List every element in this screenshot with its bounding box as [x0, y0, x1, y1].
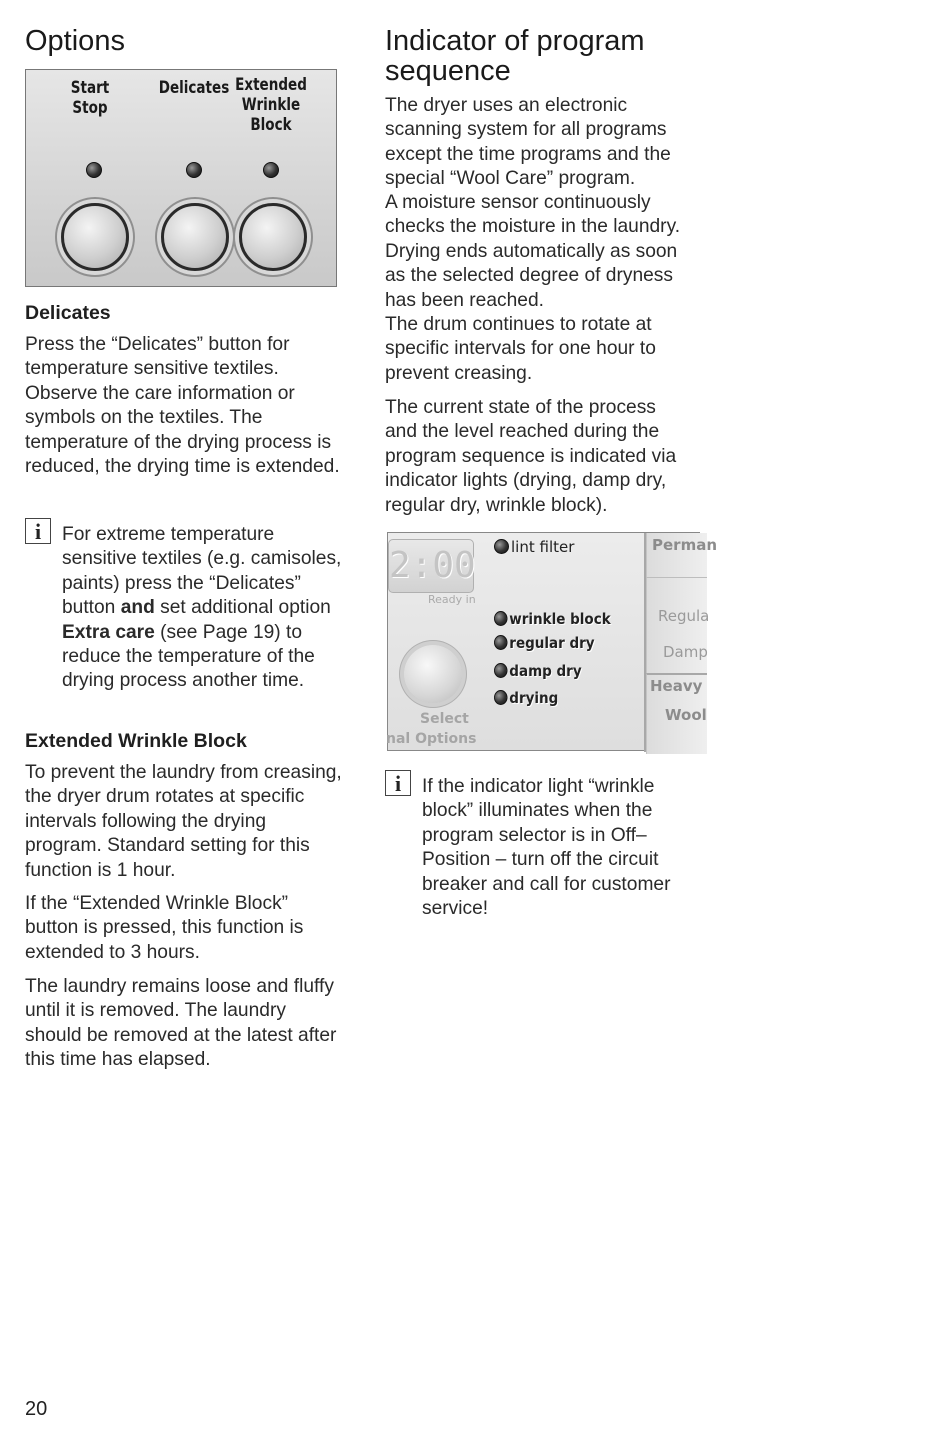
select-knob — [404, 645, 462, 703]
damp-dry-indicator: damp dry — [494, 662, 582, 680]
delicates-body: Press the “Delicates” button for temperature sensitive textiles. Observe the care information or symbols on the textiles. The temperature of the drying process is reduced, the drying time is extended. — [25, 334, 340, 478]
info-icon: i — [385, 770, 411, 796]
indicator-p4: The current state of the process and the level reached during the program sequence is indicated via indicator lights (drying, damp dry, regular dry, wrinkle block). — [385, 397, 677, 516]
regular-dry-indicator: regular dry — [494, 634, 595, 652]
lint-filter-indicator: lint filter — [494, 538, 574, 556]
extended-wrinkle-heading: Extended Wrinkle Block — [25, 730, 247, 752]
extended-wrinkle-led-icon — [263, 162, 279, 178]
damp-led-icon — [494, 663, 508, 678]
ready-in-caption: Ready in — [428, 593, 476, 606]
start-stop-label: Start Stop — [70, 78, 110, 117]
indicator-p2: A moisture sensor continuously checks the moisture in the laundry. Drying ends automatically as soon as the selected degree of dryness has been reached. — [385, 192, 681, 311]
drying-indicator: drying — [494, 689, 558, 707]
program-side-column — [644, 533, 717, 752]
delicates-button — [161, 203, 229, 271]
wrinkle-info-note: If the indicator light “wrinkle block” illuminates when the program selector is in Off–Position – turn off the circuit breaker and call for customer service! — [422, 776, 671, 920]
extended-wrinkle-p1: To prevent the laundry from creasing, the dryer drum rotates at specific intervals following the drying program. Standard setting for this function is 1 hour. — [25, 762, 342, 881]
delicates-led-icon — [186, 162, 202, 178]
side-wool: Wool — [665, 706, 707, 724]
delicates-label: Delicates — [158, 78, 230, 97]
side-permanent: Perman — [652, 536, 717, 554]
select-label: Select — [420, 711, 469, 727]
indicator-title: Indicator of program sequence — [385, 25, 645, 87]
options-label: nal Options — [386, 731, 477, 747]
options-panel-illustration — [25, 69, 337, 287]
wrinkle-led-icon — [494, 611, 508, 626]
delicates-heading: Delicates — [25, 302, 111, 324]
regular-led-icon — [494, 635, 508, 650]
extended-wrinkle-p2: If the “Extended Wrinkle Block” button is pressed, this function is extended to 3 hours. — [25, 893, 304, 963]
extended-wrinkle-p3: The laundry remains loose and fluffy until it is removed. The laundry should be removed at the latest after this time has elapsed. — [25, 976, 337, 1071]
page-number: 20 — [25, 1398, 48, 1420]
time-display: 2:00 — [388, 539, 474, 593]
indicator-p1: The dryer uses an electronic scanning system for all programs except the time programs and the special “Wool Care” program. — [385, 95, 671, 190]
extended-wrinkle-block-label: Extended Wrinkle Block — [235, 75, 307, 134]
extended-wrinkle-block-button — [239, 203, 307, 271]
side-heavy: Heavy — [650, 677, 703, 695]
indicator-panel-illustration — [386, 532, 717, 751]
drying-led-icon — [494, 690, 508, 705]
side-damp: Damp — [663, 643, 708, 661]
start-stop-button — [61, 203, 129, 271]
info-icon: i — [25, 518, 51, 544]
wrinkle-block-indicator: wrinkle block — [494, 610, 611, 628]
indicator-p3: The drum continues to rotate at specific intervals for one hour to prevent creasing. — [385, 314, 656, 384]
lint-led-icon — [494, 539, 509, 554]
options-title: Options — [25, 25, 125, 57]
side-regular: Regula — [658, 607, 710, 625]
start-stop-led-icon — [86, 162, 102, 178]
delicates-info-note: For extreme temperature sensitive textiles (e.g. camisoles, paints) press the “Delicates” button and set additional option Extra care (see Page 19) to reduce the temperature of the drying process another time. — [62, 524, 342, 692]
